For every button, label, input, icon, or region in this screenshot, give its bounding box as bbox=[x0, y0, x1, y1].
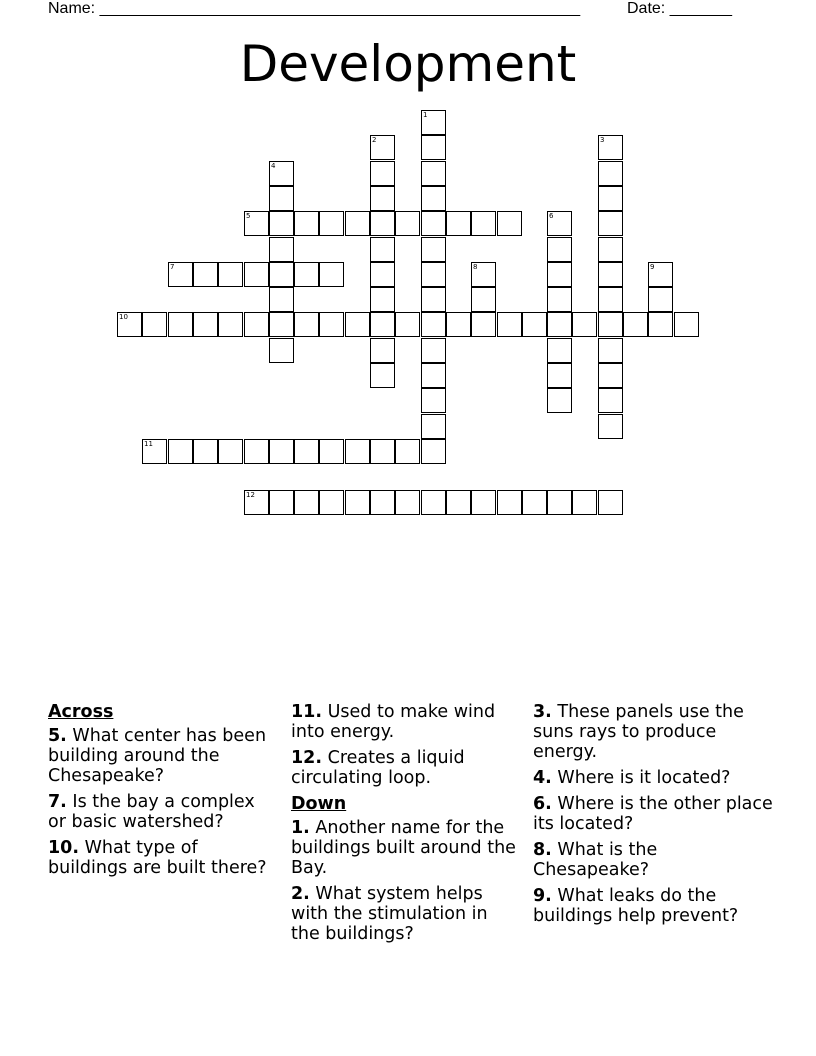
grid-cell[interactable] bbox=[421, 388, 446, 413]
clue-number-label: 7 bbox=[170, 263, 175, 271]
grid-cell[interactable] bbox=[370, 363, 395, 388]
grid-cell[interactable] bbox=[294, 211, 319, 236]
grid-cell[interactable] bbox=[193, 439, 218, 464]
clue-number: 6. bbox=[533, 794, 552, 814]
clue-number: 12. bbox=[291, 748, 323, 768]
grid-cell[interactable] bbox=[168, 262, 193, 287]
clue-number: 1. bbox=[291, 818, 310, 838]
grid-cell[interactable] bbox=[294, 490, 319, 515]
clue-number-label: 10 bbox=[119, 313, 128, 321]
grid-cell[interactable] bbox=[218, 262, 243, 287]
grid-cell[interactable] bbox=[269, 161, 294, 186]
grid-cell[interactable] bbox=[648, 262, 673, 287]
grid-cell[interactable] bbox=[598, 161, 623, 186]
grid-cell[interactable] bbox=[319, 439, 344, 464]
grid-cell[interactable] bbox=[598, 135, 623, 160]
clue-text: Creates a liquid circulating loop. bbox=[291, 748, 465, 788]
grid-cell[interactable] bbox=[395, 312, 420, 337]
clue-down-2 bbox=[291, 884, 521, 944]
grid-cell[interactable] bbox=[446, 490, 471, 515]
grid-cell[interactable] bbox=[370, 439, 395, 464]
clue-number-label: 5 bbox=[246, 212, 251, 220]
clue-number-label: 4 bbox=[271, 162, 276, 170]
clues-column-2 bbox=[291, 702, 521, 950]
grid-cell[interactable] bbox=[497, 490, 522, 515]
grid-cell[interactable] bbox=[421, 186, 446, 211]
grid-cell[interactable] bbox=[471, 262, 496, 287]
grid-cell[interactable] bbox=[572, 490, 597, 515]
grid-cell[interactable] bbox=[547, 262, 572, 287]
grid-cell[interactable] bbox=[421, 135, 446, 160]
clue-number: 5. bbox=[48, 726, 67, 746]
clue-text: Where is the other place its located? bbox=[533, 794, 773, 834]
grid-cell[interactable] bbox=[421, 237, 446, 262]
name-field-line: Name: ______________________________________________________ bbox=[48, 0, 581, 17]
grid-cell[interactable] bbox=[319, 490, 344, 515]
clue-text: What is the Chesapeake? bbox=[533, 840, 658, 880]
clue-down-3 bbox=[533, 702, 773, 762]
grid-cell[interactable] bbox=[572, 312, 597, 337]
grid-cell[interactable] bbox=[345, 490, 370, 515]
grid-cell[interactable] bbox=[421, 490, 446, 515]
grid-cell[interactable] bbox=[370, 211, 395, 236]
grid-cell[interactable] bbox=[269, 237, 294, 262]
clue-down-6 bbox=[533, 794, 773, 834]
grid-cell[interactable] bbox=[168, 312, 193, 337]
grid-cell[interactable] bbox=[269, 312, 294, 337]
grid-cell[interactable] bbox=[547, 338, 572, 363]
clues-column-1 bbox=[48, 702, 278, 884]
grid-cell[interactable] bbox=[547, 287, 572, 312]
grid-cell[interactable] bbox=[244, 490, 269, 515]
grid-cell[interactable] bbox=[674, 312, 699, 337]
clue-number-label: 9 bbox=[650, 263, 655, 271]
grid-cell[interactable] bbox=[421, 161, 446, 186]
grid-cell[interactable] bbox=[598, 414, 623, 439]
grid-cell[interactable] bbox=[598, 338, 623, 363]
grid-cell[interactable] bbox=[497, 312, 522, 337]
grid-cell[interactable] bbox=[218, 439, 243, 464]
grid-cell[interactable] bbox=[319, 312, 344, 337]
grid-cell[interactable] bbox=[370, 186, 395, 211]
clue-number: 2. bbox=[291, 884, 310, 904]
clue-across-5 bbox=[48, 726, 278, 786]
grid-cell[interactable] bbox=[421, 414, 446, 439]
clue-across-11 bbox=[291, 702, 521, 742]
grid-cell[interactable] bbox=[294, 262, 319, 287]
grid-cell[interactable] bbox=[370, 312, 395, 337]
grid-cell[interactable] bbox=[547, 490, 572, 515]
clue-number: 9. bbox=[533, 886, 552, 906]
across-heading: Across bbox=[48, 702, 114, 722]
page-title: Development bbox=[239, 35, 577, 93]
date-field-line: Date: _______ bbox=[627, 0, 732, 17]
clue-number-label: 6 bbox=[549, 212, 554, 220]
clue-number: 8. bbox=[533, 840, 552, 860]
clue-number: 10. bbox=[48, 838, 80, 858]
clue-down-4 bbox=[533, 768, 773, 788]
clue-down-9 bbox=[533, 886, 773, 926]
grid-cell[interactable] bbox=[446, 211, 471, 236]
grid-cell[interactable] bbox=[598, 287, 623, 312]
clue-down-8 bbox=[533, 840, 773, 880]
clue-text: Another name for the buildings built around the Bay. bbox=[291, 818, 516, 878]
grid-cell[interactable] bbox=[117, 312, 142, 337]
grid-cell[interactable] bbox=[269, 338, 294, 363]
grid-cell[interactable] bbox=[370, 338, 395, 363]
grid-cell[interactable] bbox=[648, 287, 673, 312]
grid-cell[interactable] bbox=[598, 490, 623, 515]
grid-cell[interactable] bbox=[294, 439, 319, 464]
grid-cell[interactable] bbox=[598, 186, 623, 211]
clue-down-1 bbox=[291, 818, 521, 878]
grid-cell[interactable] bbox=[648, 312, 673, 337]
clue-number-label: 1 bbox=[423, 111, 428, 119]
grid-cell[interactable] bbox=[319, 211, 344, 236]
grid-cell[interactable] bbox=[370, 262, 395, 287]
grid-cell[interactable] bbox=[547, 211, 572, 236]
clue-number-label: 11 bbox=[144, 440, 153, 448]
grid-cell[interactable] bbox=[598, 363, 623, 388]
grid-cell[interactable] bbox=[471, 287, 496, 312]
clue-text: What leaks do the buildings help prevent? bbox=[533, 886, 739, 926]
grid-cell[interactable] bbox=[269, 439, 294, 464]
clue-text: These panels use the suns rays to produce energy. bbox=[533, 702, 744, 762]
grid-cell[interactable] bbox=[598, 262, 623, 287]
grid-cell[interactable] bbox=[522, 490, 547, 515]
grid-cell[interactable] bbox=[623, 312, 648, 337]
grid-cell[interactable] bbox=[294, 312, 319, 337]
grid-cell[interactable] bbox=[598, 388, 623, 413]
grid-cell[interactable] bbox=[421, 312, 446, 337]
grid-cell[interactable] bbox=[497, 211, 522, 236]
grid-cell[interactable] bbox=[370, 237, 395, 262]
clue-across-10 bbox=[48, 838, 278, 878]
grid-cell[interactable] bbox=[395, 490, 420, 515]
clue-number-label: 8 bbox=[473, 263, 478, 271]
clue-number: 4. bbox=[533, 768, 552, 788]
grid-cell[interactable] bbox=[547, 388, 572, 413]
grid-cell[interactable] bbox=[395, 211, 420, 236]
grid-cell[interactable] bbox=[244, 262, 269, 287]
grid-cell[interactable] bbox=[193, 262, 218, 287]
grid-cell[interactable] bbox=[598, 312, 623, 337]
grid-cell[interactable] bbox=[370, 135, 395, 160]
grid-cell[interactable] bbox=[269, 211, 294, 236]
clues-column-3 bbox=[533, 702, 773, 932]
grid-cell[interactable] bbox=[345, 439, 370, 464]
grid-cell[interactable] bbox=[142, 439, 167, 464]
clue-across-12 bbox=[291, 748, 521, 788]
grid-cell[interactable] bbox=[421, 262, 446, 287]
clue-text: Is the bay a complex or basic watershed? bbox=[48, 792, 255, 832]
grid-cell[interactable] bbox=[370, 161, 395, 186]
grid-cell[interactable] bbox=[421, 338, 446, 363]
grid-cell[interactable] bbox=[244, 439, 269, 464]
grid-cell[interactable] bbox=[547, 312, 572, 337]
grid-cell[interactable] bbox=[370, 490, 395, 515]
grid-cell[interactable] bbox=[244, 211, 269, 236]
grid-cell[interactable] bbox=[598, 237, 623, 262]
grid-cell[interactable] bbox=[370, 287, 395, 312]
grid-cell[interactable] bbox=[547, 237, 572, 262]
grid-cell[interactable] bbox=[522, 312, 547, 337]
grid-cell[interactable] bbox=[168, 439, 193, 464]
grid-cell[interactable] bbox=[269, 490, 294, 515]
grid-cell[interactable] bbox=[345, 211, 370, 236]
grid-cell[interactable] bbox=[269, 186, 294, 211]
clue-number-label: 2 bbox=[372, 136, 377, 144]
clue-number: 3. bbox=[533, 702, 552, 722]
grid-cell[interactable] bbox=[547, 363, 572, 388]
clue-across-7 bbox=[48, 792, 278, 832]
grid-cell[interactable] bbox=[269, 287, 294, 312]
grid-cell[interactable] bbox=[421, 363, 446, 388]
clue-number-label: 3 bbox=[600, 136, 605, 144]
clue-text: What center has been building around the Chesapeake? bbox=[48, 726, 267, 786]
grid-cell[interactable] bbox=[598, 211, 623, 236]
down-heading: Down bbox=[291, 794, 347, 814]
grid-cell[interactable] bbox=[446, 312, 471, 337]
grid-cell[interactable] bbox=[244, 312, 269, 337]
clue-text: Used to make wind into energy. bbox=[291, 702, 496, 742]
grid-cell[interactable] bbox=[142, 312, 167, 337]
grid-cell[interactable] bbox=[421, 287, 446, 312]
grid-cell[interactable] bbox=[421, 211, 446, 236]
grid-cell[interactable] bbox=[471, 312, 496, 337]
grid-cell[interactable] bbox=[471, 211, 496, 236]
clue-number: 11. bbox=[291, 702, 323, 722]
clue-text: What system helps with the stimulation in the buildings? bbox=[291, 884, 488, 944]
grid-cell[interactable] bbox=[421, 110, 446, 135]
grid-cell[interactable] bbox=[319, 262, 344, 287]
grid-cell[interactable] bbox=[395, 439, 420, 464]
grid-cell[interactable] bbox=[269, 262, 294, 287]
clue-number: 7. bbox=[48, 792, 67, 812]
grid-cell[interactable] bbox=[471, 490, 496, 515]
grid-cell[interactable] bbox=[421, 439, 446, 464]
clue-text: Where is it located? bbox=[557, 768, 731, 788]
grid-cell[interactable] bbox=[345, 312, 370, 337]
grid-cell[interactable] bbox=[218, 312, 243, 337]
clue-text: What type of buildings are built there? bbox=[48, 838, 267, 878]
clue-number-label: 12 bbox=[246, 491, 255, 499]
grid-cell[interactable] bbox=[193, 312, 218, 337]
